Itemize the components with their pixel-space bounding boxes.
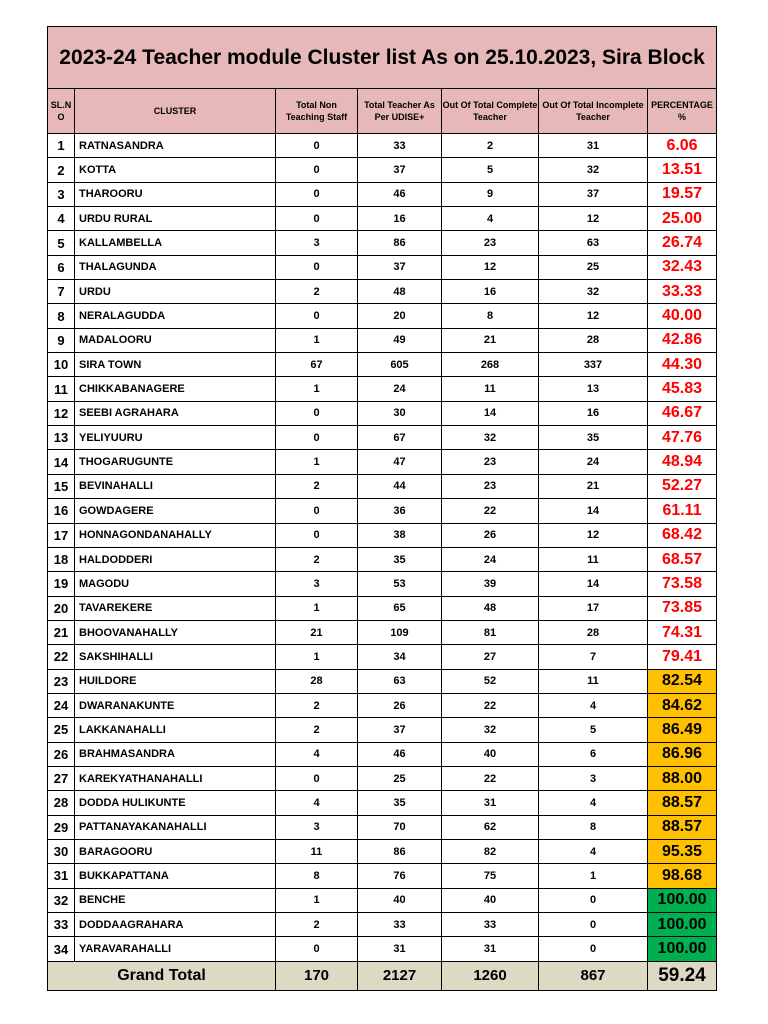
table-row <box>48 182 717 206</box>
row-complete: 62 <box>442 815 539 839</box>
row-percentage: 32.43 <box>648 255 717 279</box>
row-complete: 16 <box>442 280 539 304</box>
row-total-teachers: 67 <box>358 426 442 450</box>
table-row <box>48 207 717 231</box>
row-total-teachers: 38 <box>358 523 442 547</box>
row-percentage: 33.33 <box>648 280 717 304</box>
table-body <box>48 134 717 962</box>
row-total-teachers: 31 <box>358 937 442 961</box>
grand-total-row <box>48 961 717 990</box>
row-sl: 23 <box>48 669 75 693</box>
row-incomplete: 28 <box>539 328 648 352</box>
table-row <box>48 158 717 182</box>
row-cluster: THOGARUGUNTE <box>75 450 276 474</box>
row-non-teaching: 0 <box>276 134 358 158</box>
row-cluster: LAKKANAHALLI <box>75 718 276 742</box>
row-percentage: 25.00 <box>648 207 717 231</box>
row-percentage: 79.41 <box>648 645 717 669</box>
row-total-teachers: 49 <box>358 328 442 352</box>
row-complete: 14 <box>442 401 539 425</box>
header-non-teaching: Total Non Teaching Staff <box>276 89 358 134</box>
row-sl: 33 <box>48 913 75 937</box>
table-row <box>48 596 717 620</box>
row-percentage: 95.35 <box>648 839 717 863</box>
row-sl: 16 <box>48 499 75 523</box>
row-sl: 24 <box>48 693 75 717</box>
grand-total-incomplete: 867 <box>539 961 648 990</box>
row-cluster: SAKSHIHALLI <box>75 645 276 669</box>
row-cluster: SEEBI AGRAHARA <box>75 401 276 425</box>
table-row <box>48 693 717 717</box>
row-cluster: KOTTA <box>75 158 276 182</box>
table-row <box>48 864 717 888</box>
row-total-teachers: 46 <box>358 182 442 206</box>
row-sl: 14 <box>48 450 75 474</box>
table-row <box>48 426 717 450</box>
row-non-teaching: 4 <box>276 791 358 815</box>
row-total-teachers: 37 <box>358 718 442 742</box>
row-complete: 8 <box>442 304 539 328</box>
row-complete: 33 <box>442 913 539 937</box>
row-cluster: GOWDAGERE <box>75 499 276 523</box>
row-incomplete: 0 <box>539 937 648 961</box>
row-non-teaching: 2 <box>276 547 358 571</box>
row-cluster: MAGODU <box>75 572 276 596</box>
row-complete: 32 <box>442 718 539 742</box>
table-row <box>48 620 717 644</box>
row-non-teaching: 0 <box>276 255 358 279</box>
row-non-teaching: 0 <box>276 304 358 328</box>
row-incomplete: 35 <box>539 426 648 450</box>
header-percentage: PERCENTAGE % <box>648 89 717 134</box>
row-cluster: PATTANAYAKANAHALLI <box>75 815 276 839</box>
row-total-teachers: 37 <box>358 255 442 279</box>
table-row <box>48 815 717 839</box>
row-sl: 19 <box>48 572 75 596</box>
row-sl: 3 <box>48 182 75 206</box>
row-non-teaching: 0 <box>276 401 358 425</box>
row-cluster: MADALOORU <box>75 328 276 352</box>
row-non-teaching: 67 <box>276 353 358 377</box>
row-percentage: 100.00 <box>648 888 717 912</box>
row-total-teachers: 30 <box>358 401 442 425</box>
row-cluster: DWARANAKUNTE <box>75 693 276 717</box>
row-complete: 22 <box>442 499 539 523</box>
row-complete: 23 <box>442 474 539 498</box>
row-incomplete: 17 <box>539 596 648 620</box>
row-total-teachers: 25 <box>358 766 442 790</box>
row-total-teachers: 33 <box>358 913 442 937</box>
row-complete: 40 <box>442 888 539 912</box>
row-cluster: URDU <box>75 280 276 304</box>
row-non-teaching: 1 <box>276 328 358 352</box>
row-sl: 29 <box>48 815 75 839</box>
row-cluster: SIRA TOWN <box>75 353 276 377</box>
grand-total-teachers: 2127 <box>358 961 442 990</box>
row-total-teachers: 47 <box>358 450 442 474</box>
row-non-teaching: 4 <box>276 742 358 766</box>
row-percentage: 42.86 <box>648 328 717 352</box>
row-non-teaching: 3 <box>276 231 358 255</box>
row-cluster: THAROORU <box>75 182 276 206</box>
row-cluster: KAREKYATHANAHALLI <box>75 766 276 790</box>
row-cluster: BRAHMASANDRA <box>75 742 276 766</box>
row-non-teaching: 0 <box>276 523 358 547</box>
table-row <box>48 523 717 547</box>
row-incomplete: 32 <box>539 158 648 182</box>
row-percentage: 68.57 <box>648 547 717 571</box>
row-cluster: RATNASANDRA <box>75 134 276 158</box>
row-total-teachers: 48 <box>358 280 442 304</box>
row-total-teachers: 86 <box>358 839 442 863</box>
grand-total-complete: 1260 <box>442 961 539 990</box>
row-percentage: 86.49 <box>648 718 717 742</box>
row-non-teaching: 0 <box>276 426 358 450</box>
row-cluster: HALDODDERI <box>75 547 276 571</box>
grand-total-label: Grand Total <box>48 961 276 990</box>
row-incomplete: 8 <box>539 815 648 839</box>
row-incomplete: 5 <box>539 718 648 742</box>
header-cluster: CLUSTER <box>75 89 276 134</box>
row-incomplete: 0 <box>539 913 648 937</box>
row-total-teachers: 16 <box>358 207 442 231</box>
row-non-teaching: 21 <box>276 620 358 644</box>
row-cluster: DODDAAGRAHARA <box>75 913 276 937</box>
table-row <box>48 791 717 815</box>
row-complete: 81 <box>442 620 539 644</box>
row-sl: 32 <box>48 888 75 912</box>
table-row <box>48 937 717 961</box>
row-incomplete: 7 <box>539 645 648 669</box>
row-complete: 31 <box>442 791 539 815</box>
table-row <box>48 134 717 158</box>
row-sl: 26 <box>48 742 75 766</box>
row-total-teachers: 34 <box>358 645 442 669</box>
table-row <box>48 572 717 596</box>
row-cluster: BARAGOORU <box>75 839 276 863</box>
header-sl: SL.N O <box>48 89 75 134</box>
row-total-teachers: 20 <box>358 304 442 328</box>
row-complete: 52 <box>442 669 539 693</box>
table-row <box>48 499 717 523</box>
table-row <box>48 353 717 377</box>
table-row <box>48 377 717 401</box>
row-sl: 21 <box>48 620 75 644</box>
row-non-teaching: 2 <box>276 693 358 717</box>
row-sl: 20 <box>48 596 75 620</box>
row-percentage: 45.83 <box>648 377 717 401</box>
row-total-teachers: 37 <box>358 158 442 182</box>
row-percentage: 13.51 <box>648 158 717 182</box>
table-row <box>48 888 717 912</box>
row-percentage: 88.57 <box>648 791 717 815</box>
row-complete: 22 <box>442 766 539 790</box>
row-sl: 1 <box>48 134 75 158</box>
row-non-teaching: 1 <box>276 645 358 669</box>
table-row <box>48 669 717 693</box>
table-row <box>48 304 717 328</box>
row-total-teachers: 65 <box>358 596 442 620</box>
row-sl: 28 <box>48 791 75 815</box>
row-sl: 18 <box>48 547 75 571</box>
row-percentage: 88.00 <box>648 766 717 790</box>
row-non-teaching: 0 <box>276 766 358 790</box>
header-complete: Out Of Total Complete Teacher <box>442 89 539 134</box>
row-non-teaching: 1 <box>276 888 358 912</box>
table-row <box>48 474 717 498</box>
row-cluster: BENCHE <box>75 888 276 912</box>
row-complete: 82 <box>442 839 539 863</box>
row-incomplete: 25 <box>539 255 648 279</box>
row-non-teaching: 0 <box>276 158 358 182</box>
row-incomplete: 21 <box>539 474 648 498</box>
row-cluster: NERALAGUDDA <box>75 304 276 328</box>
row-cluster: BHOOVANAHALLY <box>75 620 276 644</box>
row-non-teaching: 2 <box>276 474 358 498</box>
row-percentage: 47.76 <box>648 426 717 450</box>
row-cluster: YARAVARAHALLI <box>75 937 276 961</box>
row-cluster: YELIYUURU <box>75 426 276 450</box>
row-non-teaching: 1 <box>276 450 358 474</box>
row-sl: 15 <box>48 474 75 498</box>
row-cluster: KALLAMBELLA <box>75 231 276 255</box>
cluster-table <box>47 26 717 991</box>
row-incomplete: 337 <box>539 353 648 377</box>
row-total-teachers: 53 <box>358 572 442 596</box>
row-percentage: 19.57 <box>648 182 717 206</box>
row-total-teachers: 44 <box>358 474 442 498</box>
row-total-teachers: 26 <box>358 693 442 717</box>
row-cluster: URDU RURAL <box>75 207 276 231</box>
row-incomplete: 3 <box>539 766 648 790</box>
row-complete: 40 <box>442 742 539 766</box>
row-sl: 11 <box>48 377 75 401</box>
row-non-teaching: 1 <box>276 377 358 401</box>
row-non-teaching: 8 <box>276 864 358 888</box>
row-non-teaching: 2 <box>276 718 358 742</box>
row-non-teaching: 0 <box>276 937 358 961</box>
row-cluster: BUKKAPATTANA <box>75 864 276 888</box>
row-total-teachers: 24 <box>358 377 442 401</box>
row-complete: 75 <box>442 864 539 888</box>
row-percentage: 73.85 <box>648 596 717 620</box>
table-row <box>48 913 717 937</box>
row-incomplete: 32 <box>539 280 648 304</box>
row-incomplete: 6 <box>539 742 648 766</box>
header-incomplete: Out Of Total Incomplete Teacher <box>539 89 648 134</box>
row-incomplete: 13 <box>539 377 648 401</box>
row-complete: 24 <box>442 547 539 571</box>
row-complete: 27 <box>442 645 539 669</box>
row-sl: 4 <box>48 207 75 231</box>
row-percentage: 82.54 <box>648 669 717 693</box>
row-complete: 21 <box>442 328 539 352</box>
row-complete: 22 <box>442 693 539 717</box>
table-row <box>48 255 717 279</box>
row-complete: 32 <box>442 426 539 450</box>
table-row <box>48 231 717 255</box>
row-percentage: 52.27 <box>648 474 717 498</box>
row-total-teachers: 86 <box>358 231 442 255</box>
row-cluster: CHIKKABANAGERE <box>75 377 276 401</box>
row-sl: 17 <box>48 523 75 547</box>
row-total-teachers: 33 <box>358 134 442 158</box>
row-non-teaching: 3 <box>276 815 358 839</box>
table-row <box>48 280 717 304</box>
row-percentage: 73.58 <box>648 572 717 596</box>
row-percentage: 26.74 <box>648 231 717 255</box>
row-incomplete: 11 <box>539 669 648 693</box>
row-complete: 268 <box>442 353 539 377</box>
row-total-teachers: 36 <box>358 499 442 523</box>
row-non-teaching: 0 <box>276 207 358 231</box>
row-incomplete: 14 <box>539 499 648 523</box>
row-sl: 34 <box>48 937 75 961</box>
row-percentage: 88.57 <box>648 815 717 839</box>
row-percentage: 74.31 <box>648 620 717 644</box>
row-percentage: 40.00 <box>648 304 717 328</box>
row-total-teachers: 605 <box>358 353 442 377</box>
row-cluster: BEVINAHALLI <box>75 474 276 498</box>
row-incomplete: 28 <box>539 620 648 644</box>
row-incomplete: 1 <box>539 864 648 888</box>
row-percentage: 68.42 <box>648 523 717 547</box>
row-sl: 10 <box>48 353 75 377</box>
header-total-teacher: Total Teacher As Per UDISE+ <box>358 89 442 134</box>
row-cluster: HONNAGONDANAHALLY <box>75 523 276 547</box>
row-cluster: DODDA HULIKUNTE <box>75 791 276 815</box>
row-complete: 12 <box>442 255 539 279</box>
row-percentage: 100.00 <box>648 913 717 937</box>
row-percentage: 6.06 <box>648 134 717 158</box>
table-row <box>48 547 717 571</box>
row-complete: 31 <box>442 937 539 961</box>
row-sl: 25 <box>48 718 75 742</box>
row-percentage: 44.30 <box>648 353 717 377</box>
row-incomplete: 0 <box>539 888 648 912</box>
row-incomplete: 16 <box>539 401 648 425</box>
row-incomplete: 4 <box>539 791 648 815</box>
row-non-teaching: 3 <box>276 572 358 596</box>
row-incomplete: 12 <box>539 207 648 231</box>
row-sl: 13 <box>48 426 75 450</box>
row-total-teachers: 63 <box>358 669 442 693</box>
row-incomplete: 11 <box>539 547 648 571</box>
table-row <box>48 645 717 669</box>
row-sl: 22 <box>48 645 75 669</box>
table-row <box>48 839 717 863</box>
row-non-teaching: 1 <box>276 596 358 620</box>
row-sl: 30 <box>48 839 75 863</box>
row-total-teachers: 76 <box>358 864 442 888</box>
row-percentage: 84.62 <box>648 693 717 717</box>
row-complete: 23 <box>442 450 539 474</box>
row-total-teachers: 40 <box>358 888 442 912</box>
row-sl: 7 <box>48 280 75 304</box>
row-percentage: 48.94 <box>648 450 717 474</box>
row-incomplete: 12 <box>539 304 648 328</box>
grand-total-non-teaching: 170 <box>276 961 358 990</box>
row-complete: 9 <box>442 182 539 206</box>
row-incomplete: 24 <box>539 450 648 474</box>
row-incomplete: 63 <box>539 231 648 255</box>
row-sl: 6 <box>48 255 75 279</box>
row-percentage: 46.67 <box>648 401 717 425</box>
row-incomplete: 37 <box>539 182 648 206</box>
row-sl: 8 <box>48 304 75 328</box>
table-row <box>48 401 717 425</box>
row-complete: 48 <box>442 596 539 620</box>
row-cluster: TAVAREKERE <box>75 596 276 620</box>
row-complete: 11 <box>442 377 539 401</box>
row-total-teachers: 35 <box>358 791 442 815</box>
table-row <box>48 450 717 474</box>
row-incomplete: 14 <box>539 572 648 596</box>
row-percentage: 98.68 <box>648 864 717 888</box>
table-row <box>48 718 717 742</box>
row-total-teachers: 70 <box>358 815 442 839</box>
row-complete: 39 <box>442 572 539 596</box>
row-incomplete: 31 <box>539 134 648 158</box>
row-incomplete: 4 <box>539 839 648 863</box>
row-sl: 31 <box>48 864 75 888</box>
row-sl: 27 <box>48 766 75 790</box>
row-percentage: 86.96 <box>648 742 717 766</box>
table-row <box>48 742 717 766</box>
row-sl: 5 <box>48 231 75 255</box>
table-title: 2023-24 Teacher module Cluster list As on 25.10.2023, Sira Block <box>48 27 717 89</box>
row-non-teaching: 11 <box>276 839 358 863</box>
row-non-teaching: 0 <box>276 182 358 206</box>
row-complete: 2 <box>442 134 539 158</box>
row-non-teaching: 28 <box>276 669 358 693</box>
row-total-teachers: 35 <box>358 547 442 571</box>
row-cluster: THALAGUNDA <box>75 255 276 279</box>
row-total-teachers: 46 <box>358 742 442 766</box>
table-row <box>48 766 717 790</box>
row-complete: 26 <box>442 523 539 547</box>
grand-total-percentage: 59.24 <box>648 961 717 990</box>
row-percentage: 100.00 <box>648 937 717 961</box>
table-row <box>48 328 717 352</box>
row-incomplete: 12 <box>539 523 648 547</box>
row-complete: 23 <box>442 231 539 255</box>
row-non-teaching: 2 <box>276 913 358 937</box>
row-non-teaching: 2 <box>276 280 358 304</box>
row-sl: 2 <box>48 158 75 182</box>
row-sl: 12 <box>48 401 75 425</box>
row-cluster: HUILDORE <box>75 669 276 693</box>
row-percentage: 61.11 <box>648 499 717 523</box>
row-sl: 9 <box>48 328 75 352</box>
row-total-teachers: 109 <box>358 620 442 644</box>
row-non-teaching: 0 <box>276 499 358 523</box>
row-complete: 5 <box>442 158 539 182</box>
row-complete: 4 <box>442 207 539 231</box>
row-incomplete: 4 <box>539 693 648 717</box>
